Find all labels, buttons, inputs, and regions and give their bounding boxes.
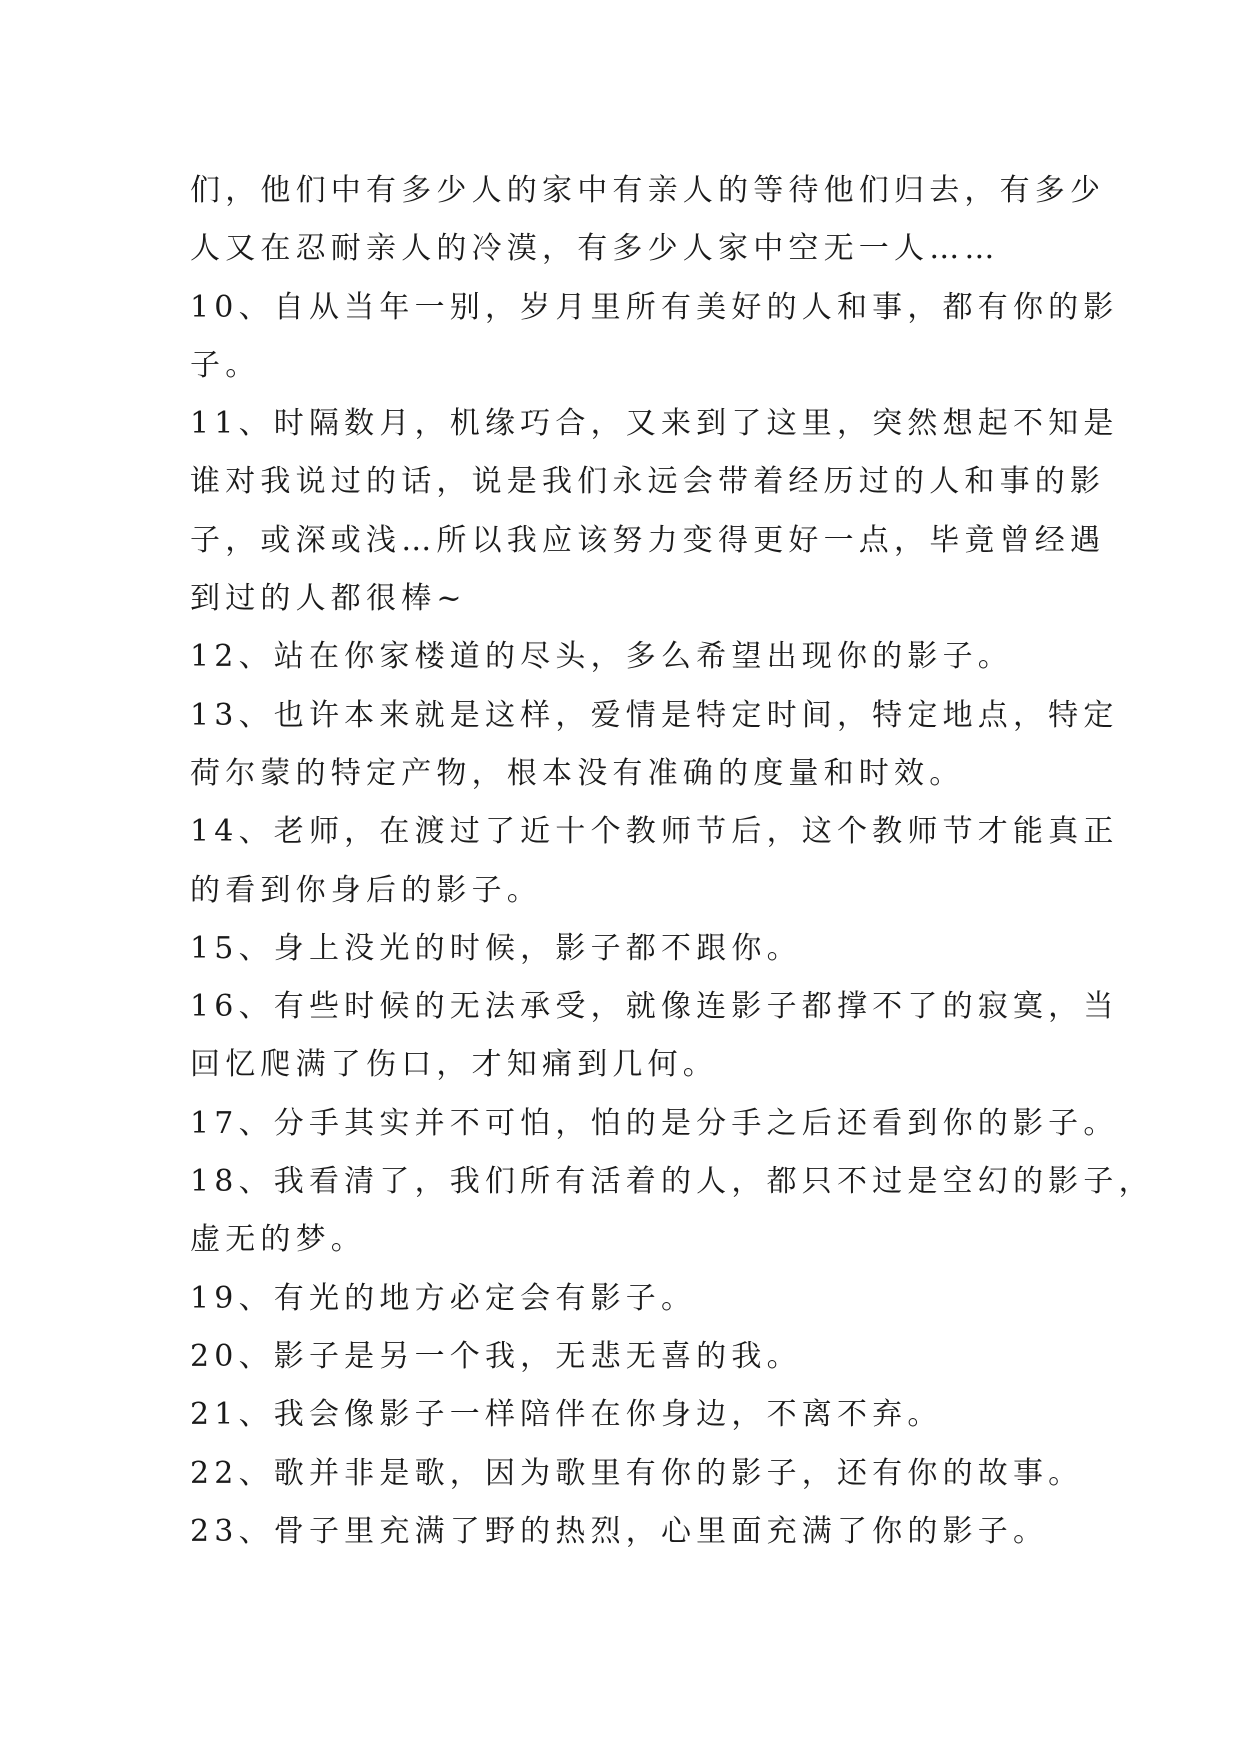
text-line: 17、分手其实并不可怕，怕的是分手之后还看到你的影子。 xyxy=(190,1105,1119,1141)
text-line: 22、歌并非是歌，因为歌里有你的影子，还有你的故事。 xyxy=(190,1455,1084,1491)
text-line: 10、自从当年一别，岁月里所有美好的人和事，都有你的影 xyxy=(190,289,1119,325)
text-line: 15、身上没光的时候，影子都不跟你。 xyxy=(190,930,802,966)
text-line: 到过的人都很棒~ xyxy=(190,581,467,617)
text-line: 回忆爬满了伤口，才知痛到几何。 xyxy=(190,1047,718,1083)
text-line: 谁对我说过的话，说是我们永远会带着经历过的人和事的影 xyxy=(190,464,1106,500)
text-line: 们，他们中有多少人的家中有亲人的等待他们归去，有多少 xyxy=(190,173,1106,208)
text-line: 16、有些时候的无法承受，就像连影子都撑不了的寂寞，当 xyxy=(190,989,1119,1025)
text-line: 11、时隔数月，机缘巧合，又来到了这里，突然想起不知是 xyxy=(190,406,1119,442)
text-line: 12、站在你家楼道的尽头，多么希望出现你的影子。 xyxy=(190,639,1013,675)
text-line: 荷尔蒙的特定产物，根本没有准确的度量和时效。 xyxy=(190,755,965,791)
text-line: 21、我会像影子一样陪伴在你身边，不离不弃。 xyxy=(190,1397,943,1433)
document-body xyxy=(190,162,1154,1561)
text-line: 20、影子是另一个我，无悲无喜的我。 xyxy=(190,1338,802,1374)
text-line: 13、也许本来就是这样，爱情是特定时间，特定地点，特定 xyxy=(190,697,1119,733)
text-line: 18、我看清了，我们所有活着的人，都只不过是空幻的影子， xyxy=(190,1164,1154,1200)
text-line: 14、老师，在渡过了近十个教师节后，这个教师节才能真正 xyxy=(190,814,1119,850)
text-line: 的看到你身后的影子。 xyxy=(190,872,542,908)
text-line: 子。 xyxy=(190,347,261,383)
text-line: 子，或深或浅…所以我应该努力变得更好一点，毕竟曾经遇 xyxy=(190,522,1106,558)
text-line: 虚无的梦。 xyxy=(190,1222,366,1258)
text-line: 19、有光的地方必定会有影子。 xyxy=(190,1280,697,1316)
text-line: 23、骨子里充满了野的热烈，心里面充满了你的影子。 xyxy=(190,1513,1049,1549)
text-line: 人又在忍耐亲人的冷漠，有多少人家中空无一人…… xyxy=(190,231,1000,267)
